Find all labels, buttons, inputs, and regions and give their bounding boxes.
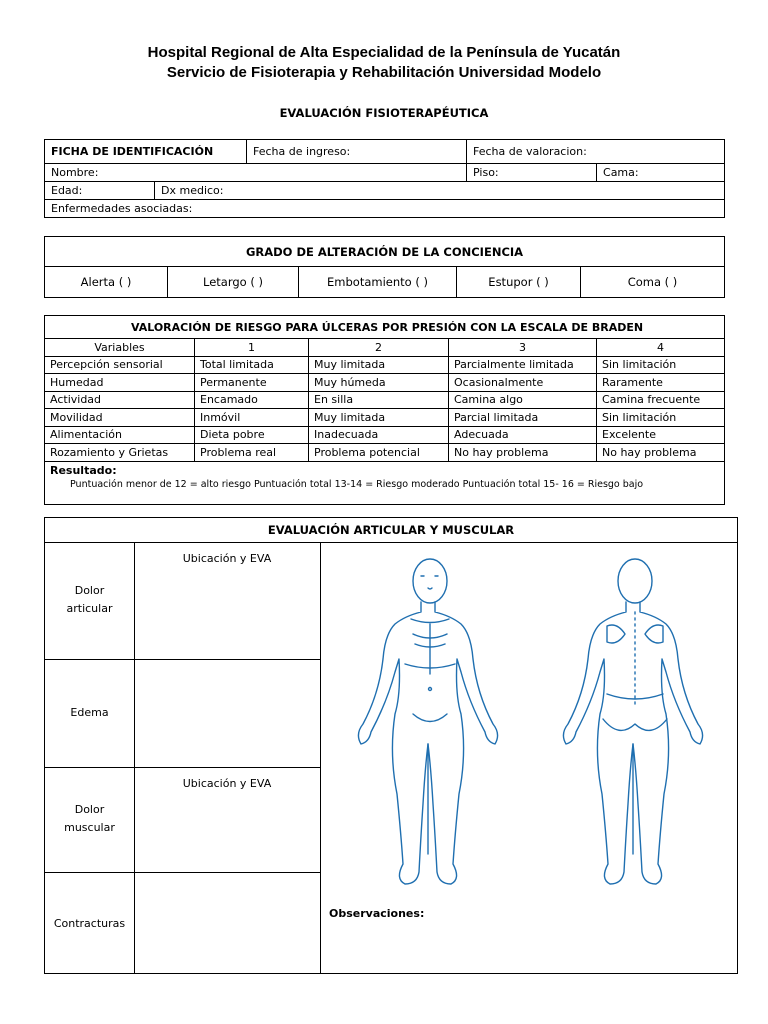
braden-cell[interactable]: Problema potencial	[309, 444, 449, 462]
ubicacion-eva-muscular: Ubicación y EVA	[182, 777, 272, 790]
edema-label: Edema	[70, 706, 109, 719]
braden-cell[interactable]: No hay problema	[449, 444, 597, 462]
identification-table	[44, 139, 725, 218]
braden-cell: Rozamiento y Grietas	[45, 444, 195, 462]
table-row	[45, 356, 725, 374]
braden-cell: Percepción sensorial	[45, 356, 195, 374]
braden-table	[44, 315, 725, 505]
enfermedades-field[interactable]: Enfermedades asociadas:	[45, 200, 725, 218]
table-row	[45, 409, 725, 427]
edad-field[interactable]: Edad:	[45, 182, 155, 200]
ubicacion-eva-articular: Ubicación y EVA	[182, 552, 272, 565]
braden-cell[interactable]: No hay problema	[597, 444, 725, 462]
braden-cell[interactable]: Dieta pobre	[195, 426, 309, 444]
option-embotamiento[interactable]: Embotamiento ( )	[299, 267, 457, 298]
braden-header: 2	[309, 339, 449, 357]
braden-cell: Alimentación	[45, 426, 195, 444]
braden-title: VALORACIÓN DE RIESGO PARA ÚLCERAS POR PRESIÓN CON LA ESCALA DE BRADEN	[45, 316, 725, 339]
braden-cell[interactable]: Muy húmeda	[309, 374, 449, 392]
row-divider	[45, 767, 320, 768]
contracturas-label: Contracturas	[53, 917, 126, 930]
option-alerta[interactable]: Alerta ( )	[45, 267, 168, 298]
resultado-label: Resultado:	[50, 463, 117, 477]
hospital-name: Hospital Regional de Alta Especialidad de la Península de Yucatán	[147, 44, 621, 61]
fecha-ingreso-field[interactable]: Fecha de ingreso:	[247, 140, 467, 164]
column-divider	[134, 542, 135, 973]
articular-muscular-section	[44, 517, 738, 974]
column-divider	[320, 542, 321, 973]
table-row	[45, 444, 725, 462]
resultado-note: Puntuación menor de 12 = alto riesgo Puntuación total 13-14 = Riesgo moderado Puntuación total 15- 16 = Riesgo bajo	[70, 478, 644, 490]
braden-cell[interactable]: Ocasionalmente	[449, 374, 597, 392]
braden-cell[interactable]: Raramente	[597, 374, 725, 392]
conciencia-title: GRADO DE ALTERACIÓN DE LA CONCIENCIA	[45, 237, 725, 267]
braden-cell[interactable]: Permanente	[195, 374, 309, 392]
resultado-cell[interactable]	[45, 461, 725, 504]
back-body-figure	[563, 559, 702, 884]
braden-cell[interactable]: Excelente	[597, 426, 725, 444]
braden-cell[interactable]: Parcial limitada	[449, 409, 597, 427]
braden-cell: Actividad	[45, 391, 195, 409]
braden-cell[interactable]: Camina algo	[449, 391, 597, 409]
table-row	[45, 426, 725, 444]
braden-cell[interactable]: Problema real	[195, 444, 309, 462]
row-divider	[45, 872, 320, 873]
form-title: EVALUACIÓN FISIOTERAPÉUTICA	[279, 106, 489, 120]
braden-header: 1	[195, 339, 309, 357]
body-diagram-icon[interactable]	[335, 554, 725, 899]
braden-cell: Movilidad	[45, 409, 195, 427]
ficha-label: FICHA DE IDENTIFICACIÓN	[45, 140, 247, 164]
dx-field[interactable]: Dx medico:	[155, 182, 725, 200]
front-body-figure	[358, 559, 497, 884]
table-row	[45, 374, 725, 392]
braden-cell[interactable]: Inmóvil	[195, 409, 309, 427]
row-divider	[45, 659, 320, 660]
nombre-field[interactable]: Nombre:	[45, 164, 467, 182]
observaciones-label: Observaciones:	[329, 907, 425, 920]
braden-cell[interactable]: Muy limitada	[309, 409, 449, 427]
braden-cell: Humedad	[45, 374, 195, 392]
braden-cell[interactable]: Parcialmente limitada	[449, 356, 597, 374]
braden-cell[interactable]: En silla	[309, 391, 449, 409]
option-coma[interactable]: Coma ( )	[581, 267, 725, 298]
consciousness-table	[44, 236, 725, 298]
option-estupor[interactable]: Estupor ( )	[457, 267, 581, 298]
dolor-muscular-label: Dolor muscular	[64, 803, 115, 834]
piso-field[interactable]: Piso:	[467, 164, 597, 182]
braden-header: 3	[449, 339, 597, 357]
service-name: Servicio de Fisioterapia y Rehabilitación Universidad Modelo	[166, 64, 602, 81]
braden-header: Variables	[45, 339, 195, 357]
cama-field[interactable]: Cama:	[597, 164, 725, 182]
braden-cell[interactable]: Adecuada	[449, 426, 597, 444]
braden-cell[interactable]: Encamado	[195, 391, 309, 409]
braden-cell[interactable]: Total limitada	[195, 356, 309, 374]
articular-title: EVALUACIÓN ARTICULAR Y MUSCULAR	[45, 518, 737, 543]
fecha-valoracion-field[interactable]: Fecha de valoracion:	[467, 140, 725, 164]
option-letargo[interactable]: Letargo ( )	[168, 267, 299, 298]
braden-cell[interactable]: Muy limitada	[309, 356, 449, 374]
dolor-articular-label: Dolor articular	[66, 584, 113, 615]
braden-cell[interactable]: Camina frecuente	[597, 391, 725, 409]
table-row	[45, 391, 725, 409]
braden-cell[interactable]: Sin limitación	[597, 409, 725, 427]
braden-cell[interactable]: Sin limitación	[597, 356, 725, 374]
braden-header: 4	[597, 339, 725, 357]
braden-cell[interactable]: Inadecuada	[309, 426, 449, 444]
